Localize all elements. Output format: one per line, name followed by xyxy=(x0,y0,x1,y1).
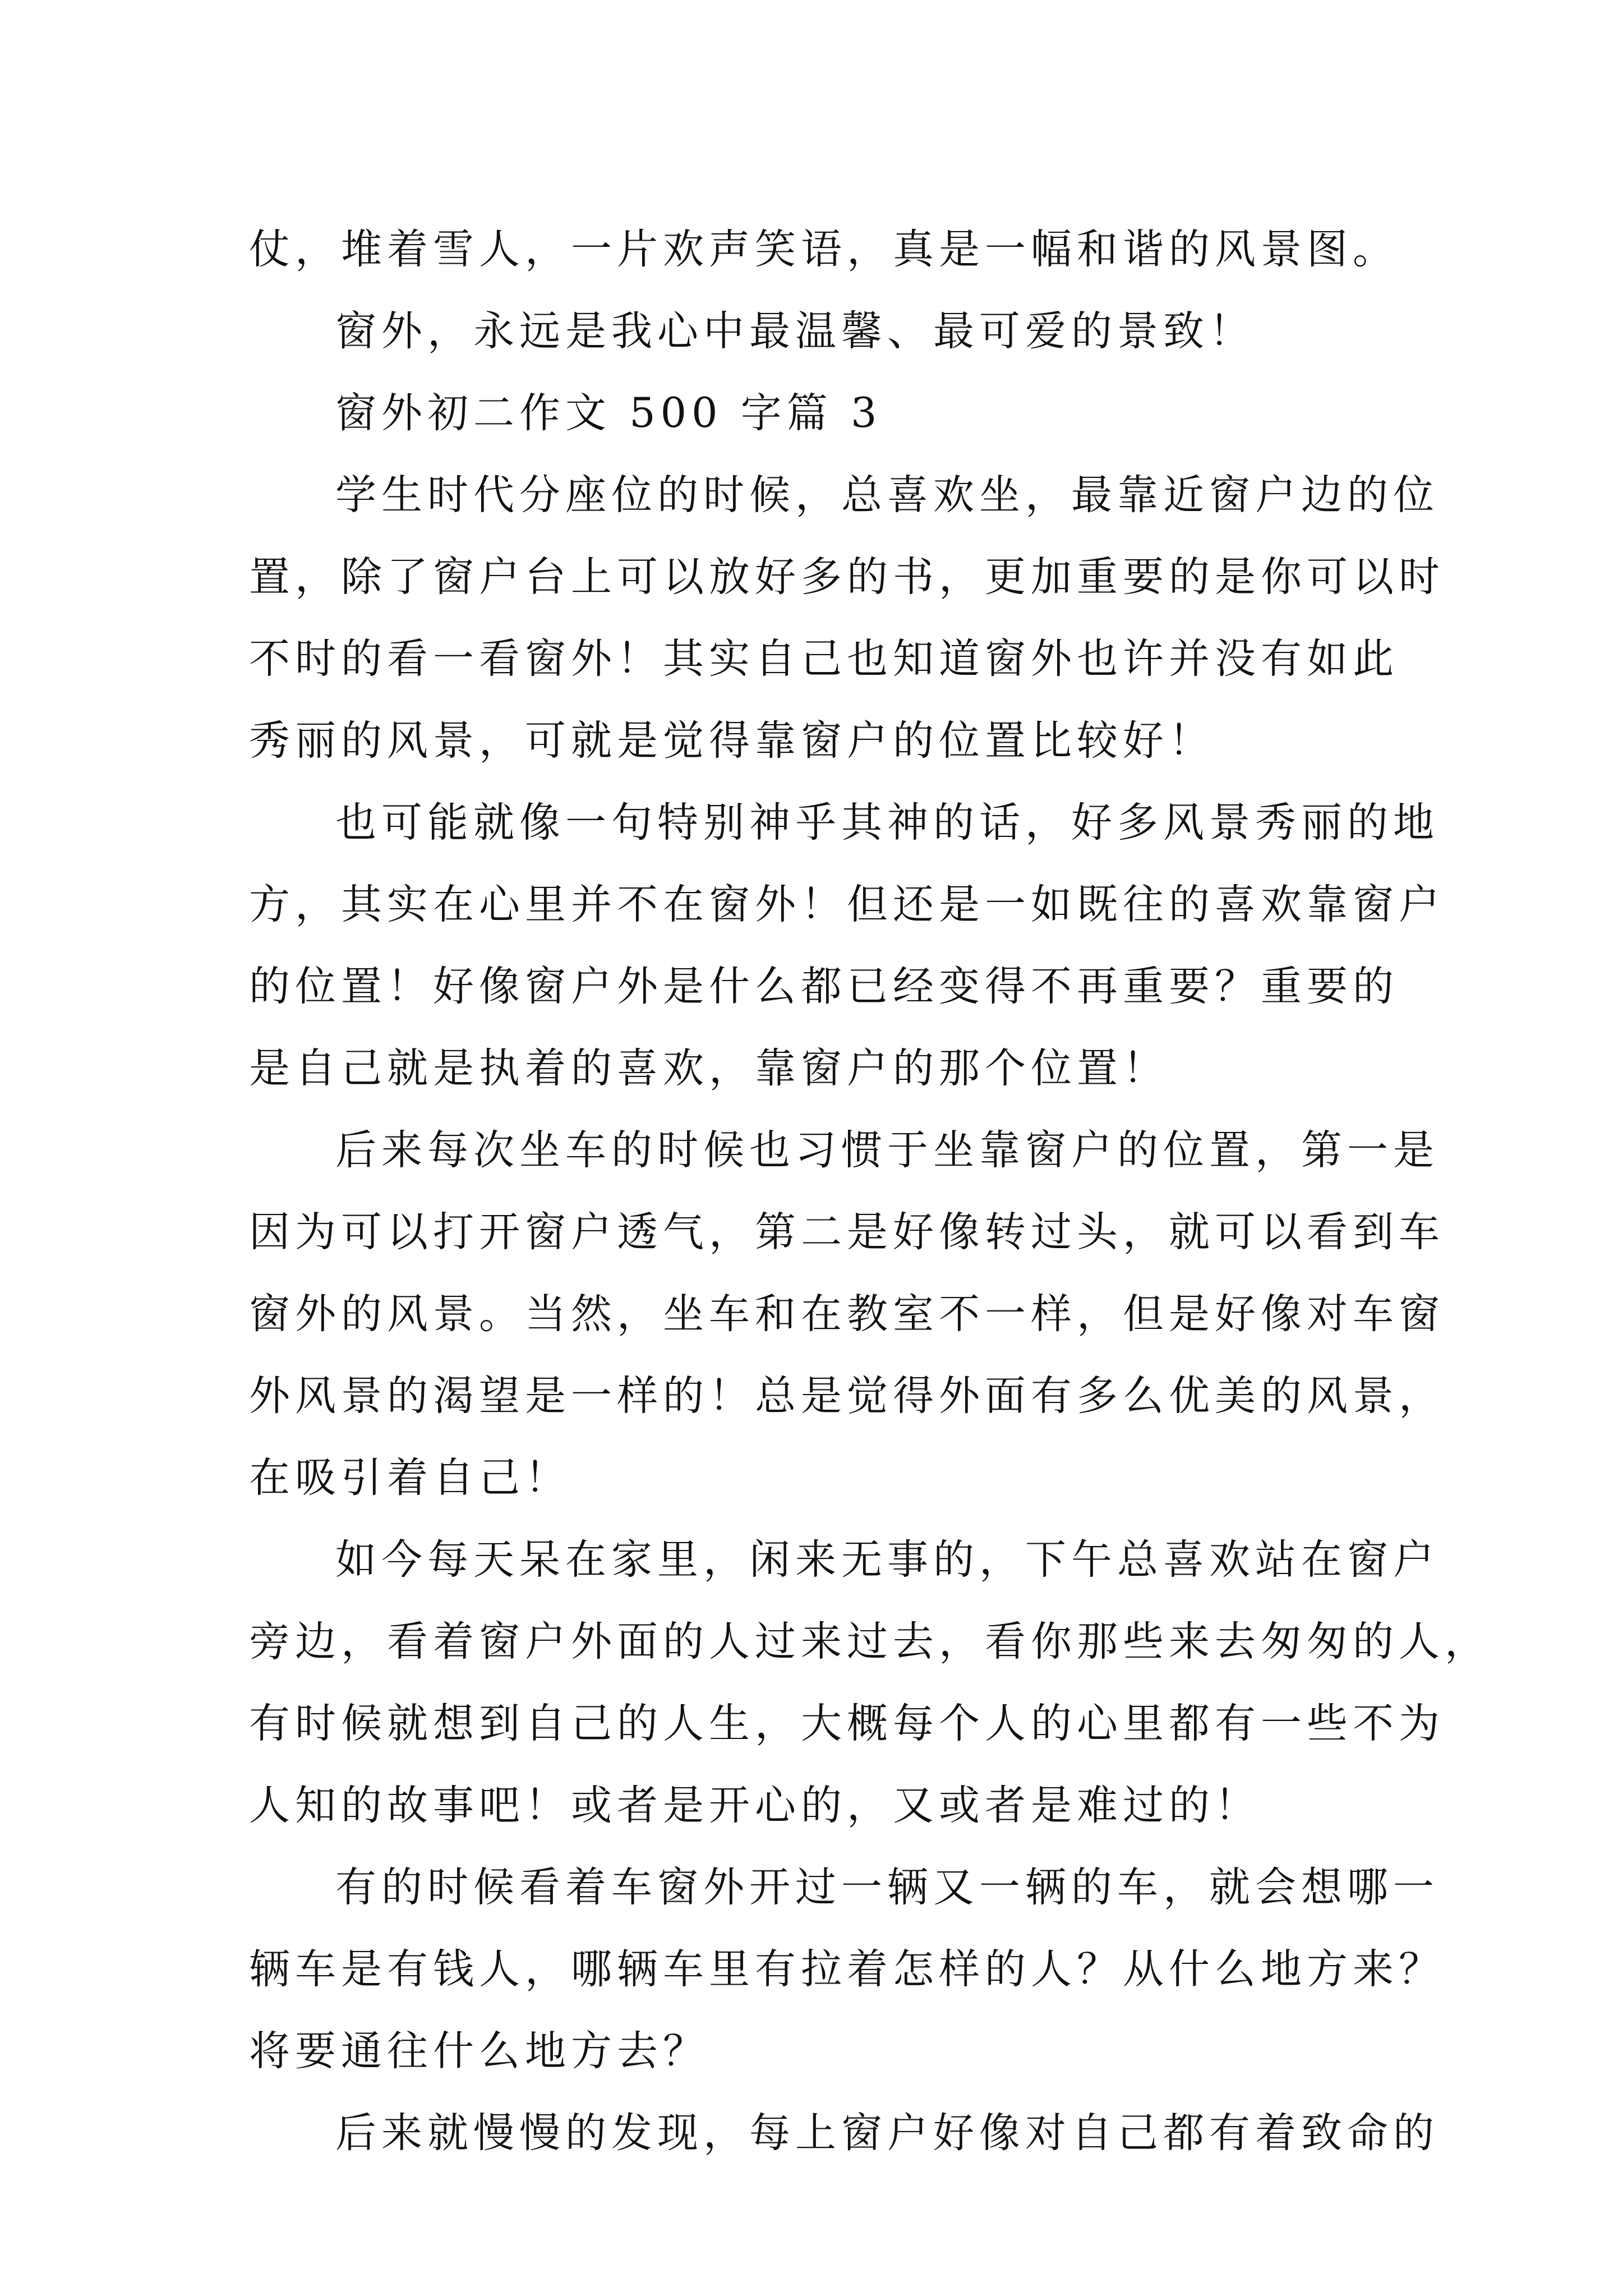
section-heading: 窗外初二作文 500 字篇 3 xyxy=(335,389,882,437)
text-line: 后来就慢慢的发现，每上窗户好像对自己都有着致命的 xyxy=(335,2109,1439,2157)
text-line: 在吸引着自己！ xyxy=(249,1454,571,1502)
text-line: 辆车是有钱人，哪辆车里有拉着怎样的人？从什么地方来？ xyxy=(249,1945,1445,1993)
text-line: 有的时候看着车窗外开过一辆又一辆的车，就会想哪一 xyxy=(335,1864,1439,1911)
text-line: 秀丽的风景，可就是觉得靠窗户的位置比较好！ xyxy=(249,717,1215,765)
text-line: 如今每天呆在家里，闲来无事的，下午总喜欢站在窗户 xyxy=(335,1536,1439,1584)
text-line: 的位置！好像窗户外是什么都已经变得不再重要？重要的 xyxy=(249,963,1399,1010)
text-line: 窗外的风景。当然，坐车和在教室不一样，但是好像对车窗 xyxy=(249,1290,1445,1338)
text-line: 也可能就像一句特别神乎其神的话，好多风景秀丽的地 xyxy=(335,799,1439,846)
text-line: 仗，堆着雪人，一片欢声笑语，真是一幅和谐的风景图。 xyxy=(249,226,1399,273)
text-line: 不时的看一看窗外！其实自己也知道窗外也许并没有如此 xyxy=(249,635,1399,683)
text-line: 有时候就想到自己的人生，大概每个人的心里都有一些不为 xyxy=(249,1700,1445,1747)
text-line: 窗外，永远是我心中最温馨、最可爱的景致！ xyxy=(335,307,1255,355)
text-line: 学生时代分座位的时候，总喜欢坐，最靠近窗户边的位 xyxy=(335,471,1439,519)
text-line: 置，除了窗户台上可以放好多的书，更加重要的是你可以时 xyxy=(249,553,1445,601)
text-line: 后来每次坐车的时候也习惯于坐靠窗户的位置，第一是 xyxy=(335,1126,1439,1174)
text-line: 是自己就是执着的喜欢，靠窗户的那个位置！ xyxy=(249,1045,1169,1092)
text-line: 人知的故事吧！或者是开心的，又或者是难过的！ xyxy=(249,1782,1261,1829)
text-line: 方，其实在心里并不在窗外！但还是一如既往的喜欢靠窗户 xyxy=(249,881,1445,928)
text-line: 因为可以打开窗户透气，第二是好像转过头，就可以看到车 xyxy=(249,1208,1445,1256)
text-line: 将要通往什么地方去？ xyxy=(249,2027,709,2075)
text-line: 旁边，看着窗户外面的人过来过去，看你那些来去匆匆的人， xyxy=(249,1618,1491,1665)
text-line: 外风景的渴望是一样的！总是觉得外面有多么优美的风景， xyxy=(249,1372,1445,1420)
body-text xyxy=(249,209,1491,2174)
